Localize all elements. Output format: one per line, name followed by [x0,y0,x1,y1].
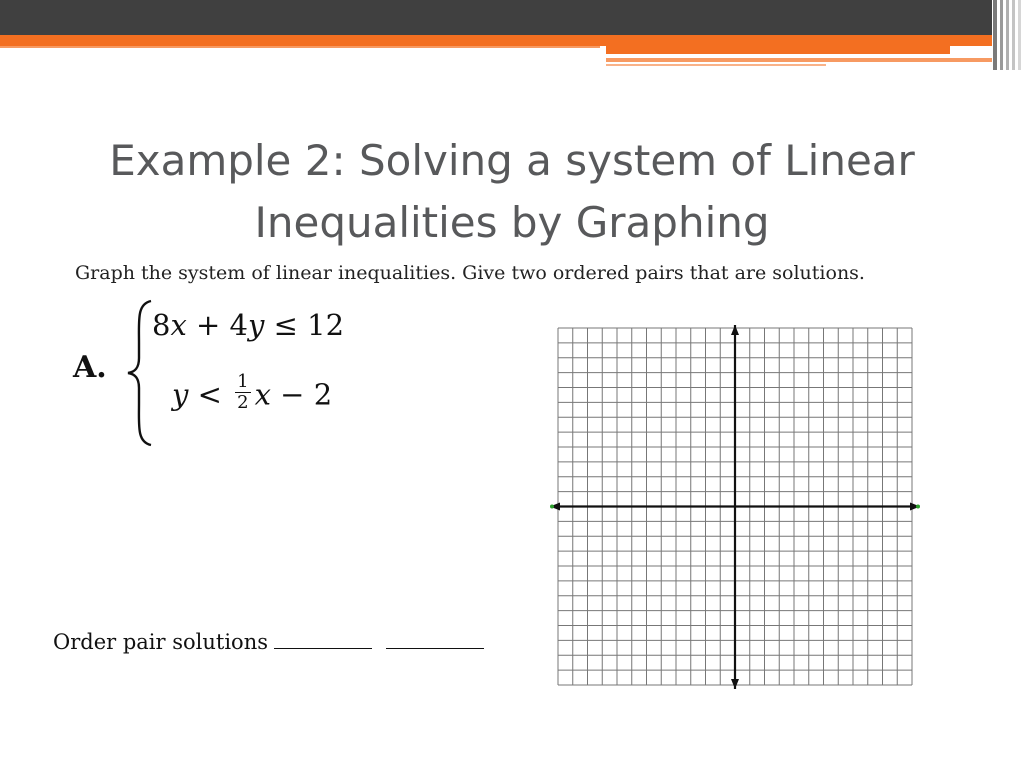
y-axis-arrow-up [731,325,739,335]
title-line-1: Example 2: Solving a system of Linear [109,136,915,185]
answer-blank-2[interactable] [386,630,484,649]
inequality-2: y < $\frac{1}{2}$ x − 2 [172,371,333,413]
fraction-one-half: $\frac{1}{2}$ [237,371,249,413]
y-axis-arrow-down [731,679,739,689]
title-line-2: Inequalities by Graphing [254,198,770,247]
coordinate-grid [550,325,920,689]
instruction-text: Graph the system of linear inequalities. Give two ordered pairs that are solutions. [75,262,865,284]
part-label: A. [73,350,107,385]
answer-blank-1[interactable] [274,630,372,649]
slide-title [40,130,984,254]
inequality-system [125,298,415,448]
left-brace [125,298,155,448]
x-axis-left-end-dot [550,505,554,509]
answer-line [53,630,484,654]
inequality-1: 8x + 4y ≤ 12 [152,308,345,342]
x-axis-right-end-dot [916,505,920,509]
header-banner [0,0,1024,70]
answer-label: Order pair solutions [53,630,268,654]
